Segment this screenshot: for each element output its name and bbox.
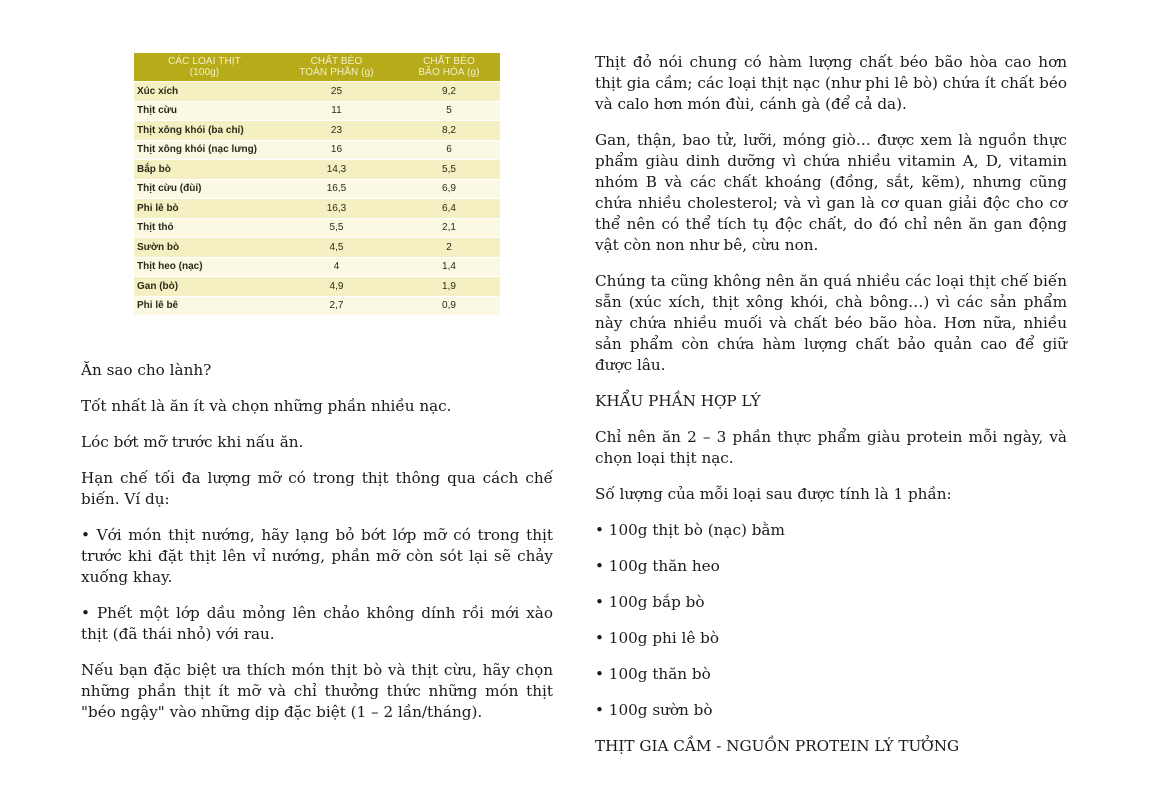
paragraph: Lóc bớt mỡ trước khi nấu ăn.: [81, 433, 304, 451]
header-meat-type: [134, 53, 275, 82]
portion-list: [595, 520, 1067, 721]
meat-name-cell: Sườn bò: [134, 238, 275, 258]
header-saturated-fat-line1: CHẤT BÉO: [423, 56, 475, 67]
table-row: [134, 179, 500, 199]
meat-name-cell: Xúc xích: [134, 82, 275, 102]
portion-list-item: • 100g bắp bò: [595, 593, 705, 611]
total-fat-cell: 4: [275, 257, 398, 277]
meat-name-cell: Thịt xông khói (nạc lưng): [134, 140, 275, 160]
header-meat-type-line1: CÁC LOẠI THỊT: [168, 56, 241, 67]
table-row: [134, 101, 500, 121]
table-row: [134, 277, 500, 297]
table-row: [134, 296, 500, 315]
saturated-fat-cell: 2,1: [398, 218, 500, 238]
saturated-fat-cell: 2: [398, 238, 500, 258]
meat-name-cell: Thịt heo (nạc): [134, 257, 275, 277]
saturated-fat-cell: 1,4: [398, 257, 500, 277]
section-heading-portion: KHẨU PHẦN HỢP LÝ: [595, 392, 761, 410]
saturated-fat-cell: 9,2: [398, 82, 500, 102]
saturated-fat-cell: 6,4: [398, 199, 500, 219]
table-row: [134, 257, 500, 277]
table-body: [134, 82, 500, 316]
saturated-fat-cell: 5,5: [398, 160, 500, 180]
meat-name-cell: Thịt xông khói (ba chỉ): [134, 121, 275, 141]
paragraph: Số lượng của mỗi loại sau được tính là 1 phần:: [595, 485, 952, 503]
total-fat-cell: 5,5: [275, 218, 398, 238]
total-fat-cell: 23: [275, 121, 398, 141]
bullet-paragraph: • Phết một lớp dầu mỏng lên chảo không dính rồi mới xào thịt (đã thái nhỏ) với rau.: [81, 604, 553, 643]
total-fat-cell: 16,3: [275, 199, 398, 219]
header-saturated-fat-line2: BÃO HÒA (g): [418, 67, 480, 78]
total-fat-cell: 25: [275, 82, 398, 102]
total-fat-cell: 11: [275, 101, 398, 121]
portion-list-item: • 100g thịt bò (nạc) bằm: [595, 521, 785, 539]
table-row: [134, 82, 500, 102]
saturated-fat-cell: 0,9: [398, 296, 500, 315]
section-heading-healthy-eating: Ăn sao cho lành?: [81, 361, 212, 379]
paragraph: Tốt nhất là ăn ít và chọn những phần nhiều nạc.: [81, 397, 452, 415]
header-total-fat: [275, 53, 398, 82]
meat-name-cell: Phi lê bê: [134, 296, 275, 315]
right-text-column: [595, 52, 1067, 772]
portion-list-item: • 100g thăn heo: [595, 557, 720, 575]
paragraph: Chúng ta cũng không nên ăn quá nhiều các loại thịt chế biến sẵn (xúc xích, thịt xông khói, chà bông…) vì các sản phẩm này chứa nhiều muối và chất béo bão hòa. Hơn nữa, nhiều sản phẩm còn chứa hàm lượng chất bảo quản cao để giữ được lâu.: [595, 272, 1067, 374]
portion-list-item: • 100g sườn bò: [595, 701, 713, 719]
paragraph: Nếu bạn đặc biệt ưa thích món thịt bò và thịt cừu, hãy chọn những phần thịt ít mỡ và chỉ thưởng thức những món thịt "béo ngậy" vào những dịp đặc biệt (1 – 2 lần/tháng).: [81, 661, 553, 721]
total-fat-cell: 16,5: [275, 179, 398, 199]
saturated-fat-cell: 6,9: [398, 179, 500, 199]
table-row: [134, 218, 500, 238]
total-fat-cell: 2,7: [275, 296, 398, 315]
table-row: [134, 121, 500, 141]
section-heading-poultry: THỊT GIA CẦM - NGUỒN PROTEIN LÝ TƯỞNG: [595, 737, 960, 755]
table-header-row: [134, 53, 500, 82]
meat-name-cell: Gan (bò): [134, 277, 275, 297]
saturated-fat-cell: 8,2: [398, 121, 500, 141]
meat-name-cell: Bắp bò: [134, 160, 275, 180]
meat-name-cell: Thịt cừu: [134, 101, 275, 121]
total-fat-cell: 14,3: [275, 160, 398, 180]
portion-list-item: • 100g phi lê bò: [595, 629, 720, 647]
portion-list-item: • 100g thăn bò: [595, 665, 711, 683]
table-row: [134, 140, 500, 160]
fat-content-table: [134, 53, 500, 315]
table-row: [134, 238, 500, 258]
total-fat-cell: 4,5: [275, 238, 398, 258]
header-total-fat-line2: TOÀN PHẦN (g): [299, 67, 374, 78]
meat-name-cell: Thịt thỏ: [134, 218, 275, 238]
paragraph: Hạn chế tối đa lượng mỡ có trong thịt thông qua cách chế biến. Ví dụ:: [81, 469, 553, 508]
header-saturated-fat: [398, 53, 500, 82]
left-text-column: [81, 360, 553, 738]
table-row: [134, 160, 500, 180]
meat-name-cell: Phi lê bò: [134, 199, 275, 219]
paragraph: Chỉ nên ăn 2 – 3 phần thực phẩm giàu protein mỗi ngày, và chọn loại thịt nạc.: [595, 428, 1067, 467]
meat-name-cell: Thịt cừu (đùi): [134, 179, 275, 199]
total-fat-cell: 16: [275, 140, 398, 160]
bullet-paragraph: • Với món thịt nướng, hãy lạng bỏ bớt lớp mỡ có trong thịt trước khi đặt thịt lên vỉ nướng, phần mỡ còn sót lại sẽ chảy xuống khay.: [81, 526, 553, 586]
header-total-fat-line1: CHẤT BÉO: [310, 56, 363, 67]
saturated-fat-cell: 1,9: [398, 277, 500, 297]
saturated-fat-cell: 6: [398, 140, 500, 160]
header-meat-type-line2: (100g): [189, 67, 220, 78]
fat-content-table-container: [134, 53, 500, 315]
table-row: [134, 199, 500, 219]
total-fat-cell: 4,9: [275, 277, 398, 297]
paragraph: Gan, thận, bao tử, lưỡi, móng giò… được xem là nguồn thực phẩm giàu dinh dưỡng vì chứa nhiều vitamin A, D, vitamin nhóm B và các chất khoáng (đồng, sắt, kẽm), nhưng cũng chứa nhiều cholesterol; và vì gan là cơ quan giải độc cho cơ thể nên có thể tích tụ độc chất, do đó chỉ nên ăn gan động vật còn non như bê, cừu non.: [595, 131, 1067, 254]
saturated-fat-cell: 5: [398, 101, 500, 121]
paragraph: Thịt đỏ nói chung có hàm lượng chất béo bão hòa cao hơn thịt gia cầm; các loại thịt nạc (như phi lê bò) chứa ít chất béo và calo hơn món đùi, cánh gà (để cả da).: [595, 53, 1067, 113]
